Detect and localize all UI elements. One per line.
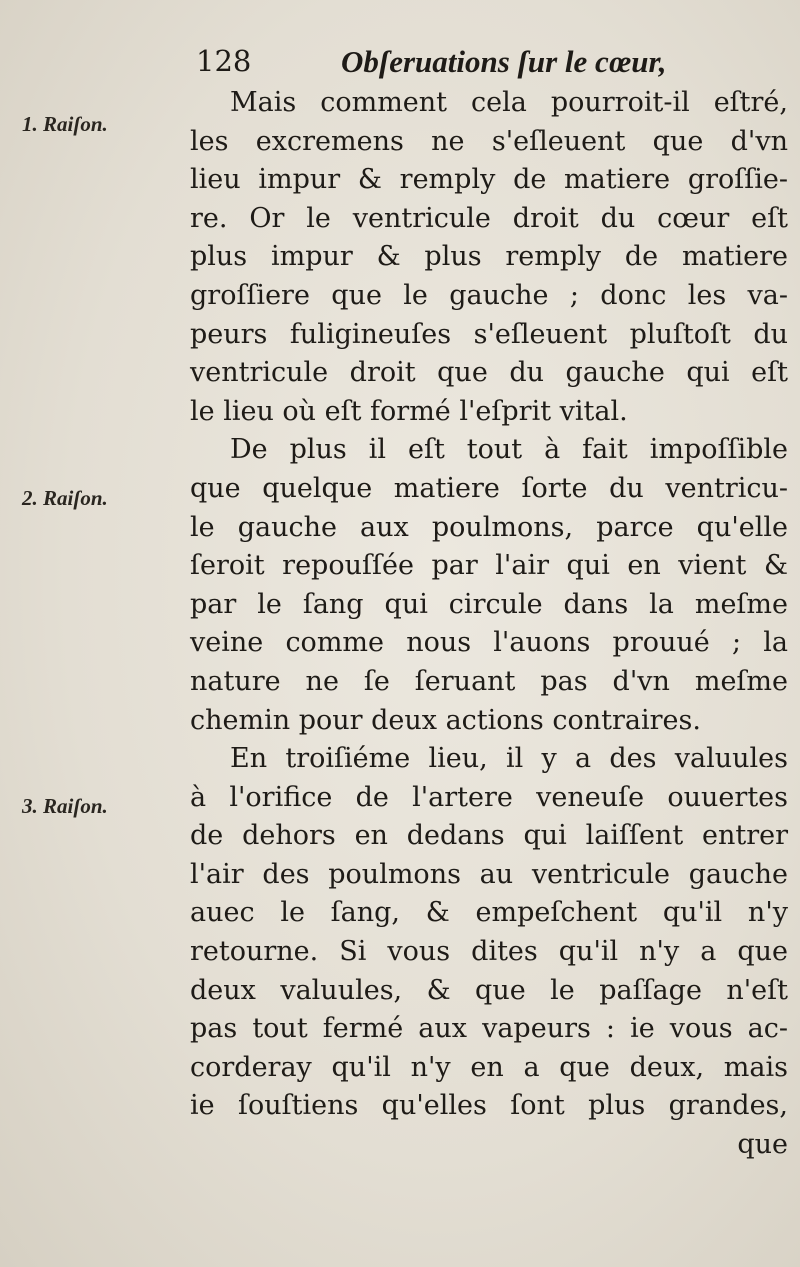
text-line: de dehors en dedans qui laiſſent entrer [190, 820, 788, 852]
text-line: veine comme nous l'auons prouué ; la [190, 627, 788, 659]
running-title: Obſeruations ſur le cœur, [341, 44, 667, 79]
text-line: retourne. Si vous dites qu'il n'y a que [190, 936, 788, 968]
text-line: à l'orifice de l'artere veneuſe ouuertes [190, 781, 788, 813]
text-line: chemin pour deux actions contraires. [190, 704, 701, 736]
text-line: plus impur & plus remply de matiere [190, 241, 788, 273]
text-line: pas tout fermé aux vapeurs : ie vous ac- [190, 1013, 788, 1045]
text-line: ie ſouſtiens qu'elles ſont plus grandes, [190, 1090, 788, 1122]
margin-note-2: 2. Raiſon. [22, 486, 108, 510]
text-line: De plus il eſt tout à fait impoſſible [230, 434, 788, 466]
text-line: l'air des poulmons au ventricule gauche [190, 858, 788, 890]
text-line: auec le ſang, & empeſchent qu'il n'y [190, 897, 788, 929]
margin-note-3: 3. Raiſon. [22, 794, 108, 818]
text-line: deux valuules, & que le paſſage n'eſt [190, 974, 788, 1006]
catchword: que [737, 1129, 788, 1161]
text-line: peurs fuligineuſes s'eſleuent pluſtoſt du [190, 318, 788, 350]
text-line: nature ne ſe ſeruant pas d'vn meſme [190, 665, 788, 697]
page-header [196, 44, 786, 84]
text-line: lieu impur & remply de matiere groſſie- [190, 164, 788, 196]
text-line: les excremens ne s'eſleuent que d'vn [190, 125, 788, 157]
page-number: 128 [196, 44, 252, 78]
text-line: corderay qu'il n'y en a que deux, mais [190, 1051, 788, 1083]
text-line: ventricule droit que du gauche qui eſt [190, 357, 788, 389]
text-line: que quelque matiere ſorte du ventricu- [190, 472, 788, 504]
text-line: par le ſang qui circule dans la meſme [190, 588, 788, 620]
text-line: re. Or le ventricule droit du cœur eſt [190, 202, 788, 234]
margin-note-1: 1. Raiſon. [22, 112, 108, 136]
text-line: le gauche aux poulmons, parce qu'elle [190, 511, 788, 543]
text-line: groſſiere que le gauche ; donc les va- [190, 279, 788, 311]
text-line: Mais comment cela pourroit-il eſtré, [230, 87, 788, 118]
body-text [190, 84, 788, 1165]
text-line: le lieu où eſt formé l'eſprit vital. [190, 395, 628, 427]
text-line: ſeroit repouſſée par l'air qui en vient & [190, 550, 788, 582]
text-line: En troiſiéme lieu, il y a des valuules [230, 743, 788, 775]
